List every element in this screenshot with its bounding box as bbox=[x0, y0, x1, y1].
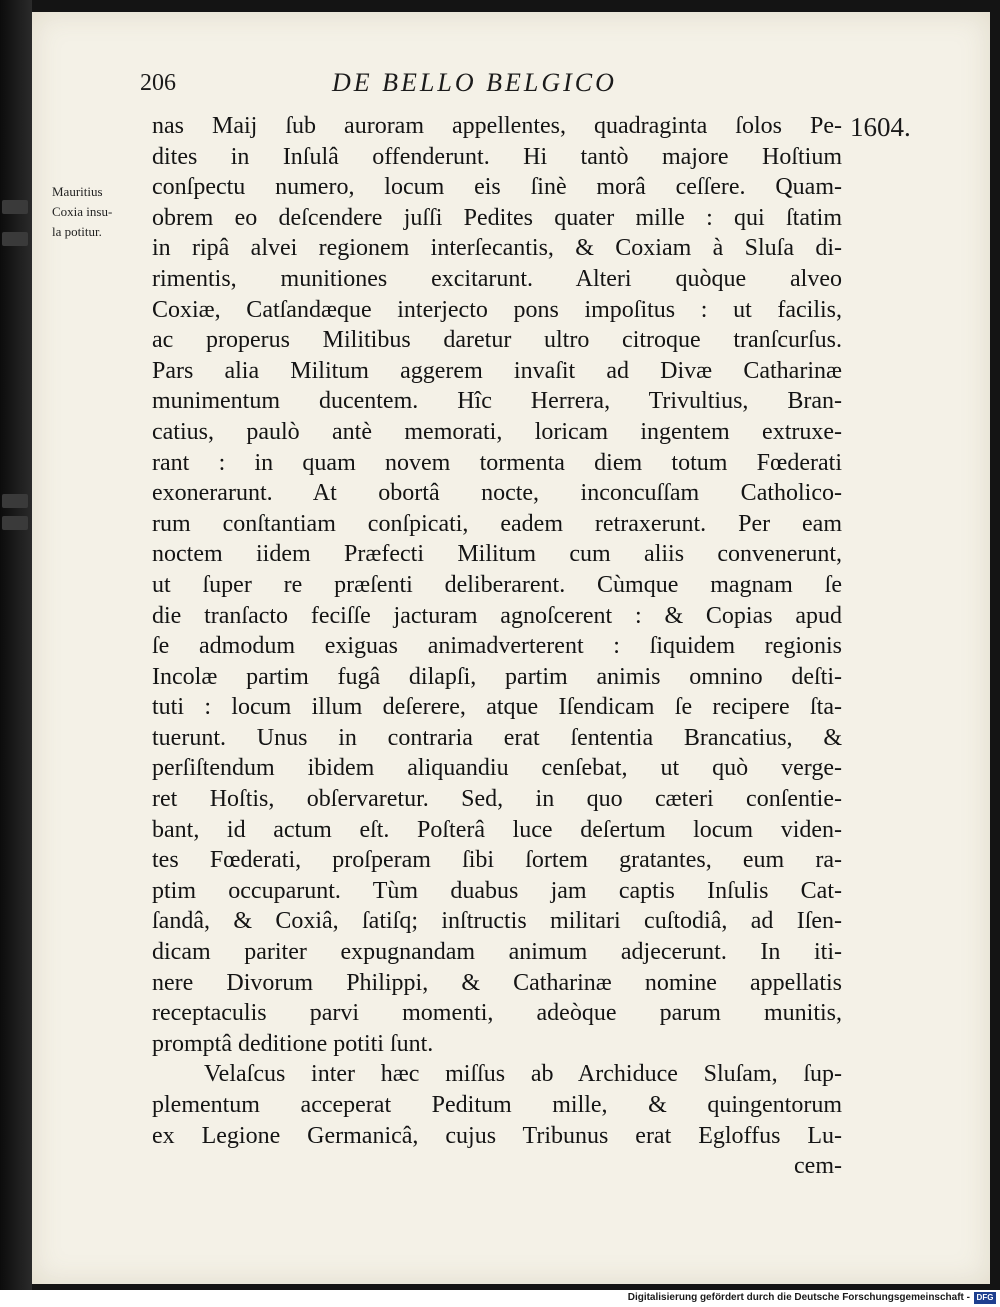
text-line: cem- bbox=[794, 1153, 842, 1180]
text-line: nere Divorum Philippi, & Catharinæ nomine appellatis bbox=[152, 969, 842, 996]
edge-mark bbox=[2, 232, 28, 246]
text-line: Incolæ partim fugâ dilapſi, partim animis omnino deſti- bbox=[152, 663, 842, 690]
text-line: receptaculis parvi momenti, adeòque parum munitis, bbox=[152, 1000, 842, 1027]
marginal-note-line: Mauritius bbox=[52, 184, 103, 199]
text-line: exonerarunt. At obortâ nocte, inconcuſſam Catholico- bbox=[152, 480, 842, 507]
edge-mark bbox=[2, 200, 28, 214]
text-line: in ripâ alvei regionem interſecantis, & Coxiam à Sluſa di- bbox=[152, 235, 842, 262]
text-line: conſpectu numero, locum eis ſinè morâ ceſſere. Quam- bbox=[152, 174, 842, 201]
text-line: rimentis, munitiones excitarunt. Alteri quòque alveo bbox=[152, 265, 842, 292]
text-line: ptim occuparunt. Tùm duabus jam captis Inſulis Cat- bbox=[152, 877, 842, 904]
book-page bbox=[32, 12, 990, 1284]
marginal-note bbox=[52, 182, 152, 242]
text-line: plementum acceperat Peditum mille, & quingentorum bbox=[152, 1092, 842, 1118]
text-line: die tranſacto feciſſe jacturam agnoſcerent : & Copias apud bbox=[152, 602, 842, 629]
marginal-note-line: la potitur. bbox=[52, 224, 102, 239]
text-line: ret Hoſtis, obſervaretur. Sed, in quo cæteri conſentie- bbox=[152, 786, 842, 813]
text-line: Velaſcus inter hæc miſſus ab Archiduce Sluſam, ſup- bbox=[204, 1061, 842, 1088]
text-line: munimentum ducentem. Hîc Herrera, Trivultius, Bran- bbox=[152, 388, 842, 415]
dfg-logo: DFG bbox=[974, 1292, 996, 1304]
body-text bbox=[152, 111, 842, 1182]
text-line: ac properus Militibus daretur ultro citroque tranſcurſus. bbox=[152, 327, 842, 354]
running-head bbox=[32, 64, 990, 104]
text-line: ut ſuper re præſenti deliberarent. Cùmque magnam ſe bbox=[152, 571, 842, 598]
text-line: obrem eo deſcendere juſſi Pedites quater mille : qui ſtatim bbox=[152, 204, 842, 231]
text-line: ex Legione Germanicâ, cujus Tribunus erat Egloffus Lu- bbox=[152, 1122, 842, 1149]
text-line: Coxiæ, Catſandæque interjecto pons impoſitus : ut facilis, bbox=[152, 296, 842, 323]
text-line: dites in Inſulâ offenderunt. Hi tantò majore Hoſtium bbox=[152, 143, 842, 170]
funding-note: Digitalisierung gefördert durch die Deutsche Forschungsgemeinschaft - bbox=[627, 1292, 970, 1303]
text-line: nas Maij ſub auroram appellentes, quadraginta ſolos Pe- bbox=[152, 113, 842, 139]
edge-mark bbox=[2, 516, 28, 530]
text-line: tes Fœderati, proſperam ſibi ſortem gratantes, eum ra- bbox=[152, 847, 842, 874]
text-line: Pars alia Militum aggerem invaſit ad Divæ Catharinæ bbox=[152, 357, 842, 384]
year-marginal-note: 1604. bbox=[850, 112, 911, 142]
running-title: DE BELLO BELGICO bbox=[332, 68, 617, 97]
text-line: promptâ deditione potiti ſunt. bbox=[152, 1030, 434, 1057]
text-line: tuerunt. Unus in contraria erat ſententia Brancatius, & bbox=[152, 724, 842, 751]
text-line: rant : in quam novem tormenta diem totum Fœderati bbox=[152, 449, 842, 476]
text-line: rum conſtantiam conſpicati, eadem retraxerunt. Per eam bbox=[152, 510, 842, 537]
edge-mark bbox=[2, 494, 28, 508]
text-line: catius, paulò antè memorati, loricam ingentem extruxe- bbox=[152, 418, 842, 445]
marginal-note-line: Coxia insu- bbox=[52, 204, 113, 219]
page-number: 206 bbox=[140, 70, 176, 96]
text-line: ſe admodum exiguas animadverterent : ſiquidem regionis bbox=[152, 633, 842, 660]
neighbor-page-edge bbox=[0, 0, 32, 1290]
footer bbox=[0, 1290, 1000, 1307]
text-line: dicam pariter expugnandam animum adjecerunt. In iti- bbox=[152, 939, 842, 966]
text-line: tuti : locum illum deſerere, atque Iſendicam ſe recipere ſta- bbox=[152, 694, 842, 721]
text-line: perſiſtendum ibidem aliquandiu cenſebat, ut quò verge- bbox=[152, 755, 842, 782]
text-line: noctem iidem Præfecti Militum cum aliis convenerunt, bbox=[152, 541, 842, 568]
text-line: ſandâ, & Coxiâ, ſatiſq; inſtructis militari cuſtodiâ, ad Iſen- bbox=[152, 908, 842, 935]
text-line: bant, id actum eſt. Poſterâ luce deſertum locum viden- bbox=[152, 816, 842, 843]
